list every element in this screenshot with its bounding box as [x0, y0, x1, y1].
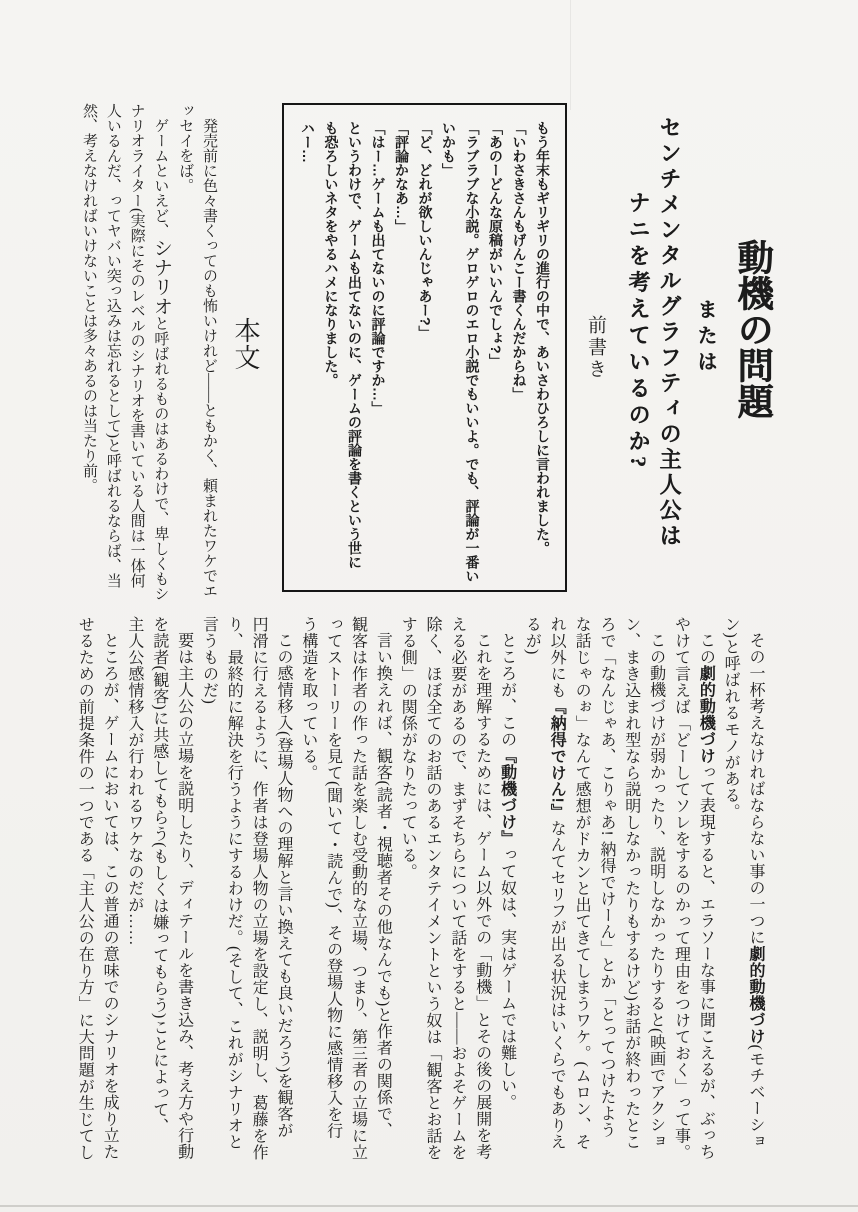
bold-text-segment: 劇的動機づけ — [747, 945, 764, 1045]
text-segment: ろで「なんじゃあ、こりゃあ! 納得でけーん」とか「とってつけたよう — [597, 616, 615, 1138]
text-column — [345, 616, 370, 1196]
text-segment: (モチベーショ — [747, 1044, 764, 1150]
text-segment: を読者(観客)に共感してもらう(もしくは嫌ってもらう)ことによって、 — [150, 616, 168, 1135]
title-subtitle-line1: センチメンタルグラフティの主人公は — [657, 116, 682, 550]
text-column — [343, 121, 367, 580]
body-main-text — [70, 616, 767, 1196]
text-segment: って表現すると、エラソーな事に聞こえるが、ぶっち — [697, 764, 715, 1160]
text-segment: 円滑に行えるように、作者は登場人物の立場を設定し、説明し、葛藤を作 — [250, 616, 268, 1161]
text-column — [394, 616, 419, 1196]
text-column — [148, 103, 173, 600]
text-column — [171, 616, 196, 1196]
text-segment: これを理解するためには、ゲーム以外での「動機」とその後の展開を考 — [473, 632, 491, 1160]
text-column — [717, 616, 742, 1196]
text-segment: やけて言えば「どーしてソレをするのかって理由をつけておく」って事。 — [672, 616, 690, 1161]
text-column — [319, 121, 343, 580]
text-column — [618, 616, 643, 1196]
emphasized-text-segment: シナリオ — [150, 238, 172, 316]
text-segment: ン、まき込まれ型なら説明しなかったりもするけど)お話が終わったとこ — [622, 616, 640, 1150]
text-segment: せるための前提条件の一つである「主人公の在り方」に大問題が生じてし — [76, 616, 94, 1161]
text-segment: える必要があるので、まずそちらについて話をすると――およそゲームを — [448, 616, 466, 1161]
text-segment: その一杯考えなければならない事の一つに — [747, 632, 764, 946]
title-subtitle-line2: ナニを考えているのか? — [626, 191, 651, 472]
text-segment: 主人公感情移入が行われるワケなのだが…… — [125, 616, 143, 946]
text-segment: ン)と呼ばれるモノがある。 — [722, 616, 740, 820]
text-column — [692, 616, 717, 1196]
preface-heading: 前書き — [585, 315, 606, 381]
text-segment: 「ラブラブな小説。ゲロゲロのエロ小説でもいいよ。でも、評論が一番い — [464, 121, 481, 583]
text-segment: って奴は、実はゲームでは難しい。 — [498, 846, 516, 1111]
text-column — [437, 121, 461, 580]
text-column — [100, 103, 124, 600]
preface-box — [282, 103, 567, 592]
text-segment: もう年末もギリギリの進行の中で、あいさわひろしに言われました。 — [535, 121, 551, 555]
text-column — [494, 616, 519, 1196]
text-column — [320, 616, 345, 1196]
text-segment: 発売前に色々書くってのも怖いけれど――ともかく、頼まれたワケでエ — [201, 118, 217, 598]
page-title: 動機の問題 — [733, 239, 773, 419]
text-segment: ナリオライター(実際にそのレベルのシナリオを書いている人間は一体何 — [128, 103, 145, 588]
text-column — [196, 616, 221, 1196]
text-segment: 要は主人公の立場を説明したり、ディテールを書き込み、考え方や行動 — [175, 632, 193, 1160]
text-segment: と呼ばれるものはあるわけで、卑しくもシ — [152, 316, 169, 601]
text-column — [96, 616, 121, 1196]
text-segment: 然、考えなければいけないことは多々あるのは当たり前。 — [81, 103, 98, 493]
text-column — [220, 616, 245, 1196]
text-column — [543, 616, 568, 1196]
text-column — [124, 103, 148, 600]
text-column — [643, 616, 668, 1196]
text-column — [366, 121, 390, 580]
text-segment: 除く、ほぼ全てのお話のあるエンタテイメントという奴は「観客とお話を — [424, 616, 442, 1161]
text-column — [76, 103, 100, 600]
bold-text-segment: 『納得でけん!』 — [548, 698, 566, 820]
text-column — [270, 616, 295, 1196]
text-segment: 観客は作者の作った話を楽しむ受動的な立場、つまり、第三者の立場に立 — [349, 616, 367, 1161]
text-segment: ッセイをば。 — [177, 103, 194, 193]
text-segment: する側」の関係がなりたっている。 — [399, 616, 417, 880]
text-segment: 言うものだ) — [200, 616, 218, 705]
text-column — [668, 616, 693, 1196]
scan-edge-shadow — [0, 1205, 858, 1207]
text-column — [507, 121, 531, 580]
text-segment: なんてセリフが出る状況はいくらでもありえ — [548, 819, 566, 1150]
text-segment: 「ど、どれが欲しいんじゃあー?」 — [417, 121, 434, 340]
text-column — [419, 616, 444, 1196]
text-segment: この感情移入(登場人物への理解と言い換えても良いだろう)を観客が — [274, 632, 292, 1139]
text-column — [519, 616, 544, 1196]
bold-text-segment: 劇的動機づけ — [697, 665, 715, 764]
text-segment: 言い換えれば、観客(読者・視聴者その他なんでも)と作者の関係で、 — [374, 632, 392, 1139]
text-column — [295, 616, 320, 1196]
text-column — [568, 616, 593, 1196]
text-column — [172, 103, 196, 600]
text-segment: う構造を取っている。 — [299, 616, 317, 781]
title-alt-label: または — [694, 299, 716, 377]
text-segment: 「評論かなあ…」 — [394, 121, 410, 233]
text-column — [444, 616, 469, 1196]
text-column — [121, 616, 146, 1196]
text-column — [245, 616, 270, 1196]
text-column — [390, 121, 414, 580]
text-column — [370, 616, 395, 1196]
scan-crease-artifact — [570, 0, 571, 110]
text-segment: るが) — [523, 616, 541, 655]
text-segment: ハー… — [300, 121, 316, 163]
text-segment: というわけで、ゲームも出てないのに、ゲームの評論を書くという世に — [347, 121, 363, 569]
text-segment: 「いわさきさんもげんこー書くんだからね」 — [511, 121, 528, 401]
text-segment: ところが、この — [498, 632, 516, 748]
text-column — [296, 121, 320, 580]
text-column — [742, 616, 767, 1196]
text-segment: ところが、ゲームにおいては、この普通の意味でのシナリオを成り立た — [101, 632, 119, 1160]
text-segment: ってストーリーを見て(聞いて・読んで)、その登場人物に感情移入を行 — [324, 616, 342, 1140]
text-column — [196, 103, 220, 600]
preface-text — [295, 121, 554, 583]
text-segment: いかも」 — [441, 121, 457, 177]
text-column — [146, 616, 171, 1196]
text-segment: ゲームといえど、 — [152, 118, 169, 238]
text-column — [413, 121, 437, 580]
text-segment: な話じゃのぉ」なんて感想がドカンと出てきてしまうワケ。(ムロン、そ — [573, 616, 591, 1150]
text-segment: り、最終的に解決を行うようにするわけだ。(そして、これがシナリオと — [225, 616, 243, 1150]
text-column — [484, 121, 508, 580]
text-segment: この — [697, 632, 715, 665]
text-column — [460, 121, 484, 583]
text-segment: 「はー…ゲームも出てないのに評論ですか…」 — [370, 121, 387, 415]
text-column — [531, 121, 555, 580]
text-column — [469, 616, 494, 1196]
text-segment: 人いるんだ、ってヤバい突っ込みは忘れるとして)と呼ばれるならば、当 — [104, 103, 121, 588]
text-segment: 「あのーどんな原稿がいいんでしょ?」 — [488, 121, 504, 368]
body-heading: 本文 — [231, 317, 260, 371]
text-segment: れ以外にも — [548, 616, 566, 699]
text-segment: この動機づけが弱かったり、説明しなかったりすると(映画でアクショ — [647, 632, 665, 1150]
text-segment: も恐ろしいネタをやるハメになりました。 — [323, 121, 340, 387]
body-intro-text — [75, 103, 220, 600]
text-column — [593, 616, 618, 1196]
bold-text-segment: 『動機づけ』 — [498, 747, 516, 847]
text-column — [71, 616, 96, 1196]
